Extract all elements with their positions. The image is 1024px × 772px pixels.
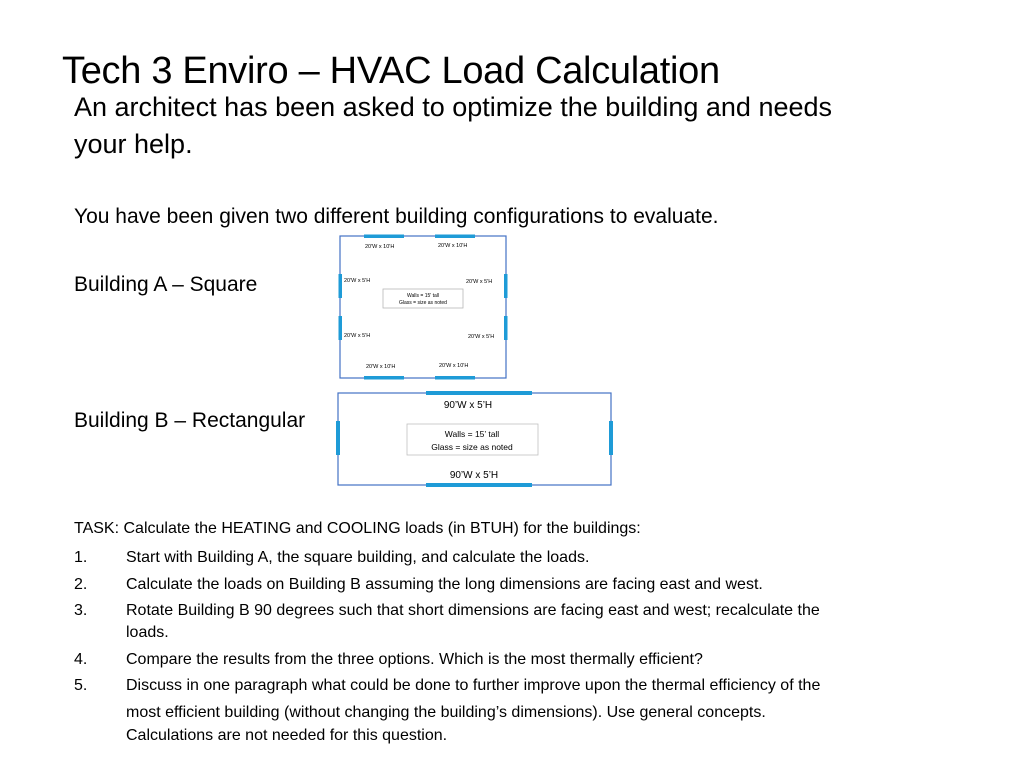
building-a-glass-top-left <box>364 235 404 239</box>
given-text: You have been given two different building configurations to evaluate. <box>74 205 719 228</box>
intro-line-1: An architect has been asked to optimize the building and needs <box>74 92 833 122</box>
building-a-glass-right-lower <box>504 316 508 340</box>
building-a-label-top-left: 20'W x 10'H <box>365 244 395 250</box>
building-b-diagram <box>334 389 616 489</box>
intro-line-2: your help. <box>74 129 193 159</box>
task-item-number: 2. <box>74 576 88 593</box>
task-item-number: 4. <box>74 651 88 668</box>
building-a-label-bottom-right: 20'W x 10'H <box>439 363 469 369</box>
building-a-glass-right-upper <box>504 274 508 298</box>
building-a-label-bottom-left: 20'W x 10'H <box>366 364 396 370</box>
building-a-glass-left-upper <box>339 274 343 298</box>
building-b-note-line-2: Glass = size as noted <box>431 442 513 452</box>
building-b-note-line-1: Walls = 15’ tall <box>444 429 500 439</box>
building-b-label-top: 90’W x 5’H <box>443 400 493 411</box>
building-a-glass-top-right <box>435 235 475 239</box>
task-intro: TASK: Calculate the HEATING and COOLING loads (in BTUH) for the buildings: <box>74 520 641 537</box>
task-item-text-continued: loads. <box>126 624 169 641</box>
page-title: Tech 3 Enviro – HVAC Load Calculation <box>62 50 720 92</box>
task-item-number: 1. <box>74 549 88 566</box>
building-a-label-left-lower: 20'W x 5'H <box>344 333 371 339</box>
building-a-note-line-1: Walls = 15' tall <box>406 293 440 299</box>
building-a-label: Building A – Square <box>74 273 258 296</box>
building-b-glass-right <box>609 421 613 455</box>
task-item-number: 5. <box>74 677 88 694</box>
building-a-label-top-right: 20'W x 10'H <box>438 243 468 249</box>
building-b-glass-bottom <box>426 483 532 487</box>
task-item-text: Start with Building A, the square building, and calculate the loads. <box>126 549 590 566</box>
task-item-text-continued: most efficient building (without changing the building’s dimensions). Use general concepts. <box>126 704 766 721</box>
task-item-number: 3. <box>74 602 88 619</box>
building-a-diagram <box>336 232 512 382</box>
building-b-glass-top <box>426 391 532 395</box>
building-a-note-line-2: Glass = size as noted <box>399 300 447 306</box>
task-item-text: Discuss in one paragraph what could be done to further improve upon the thermal efficiency of the <box>126 677 821 694</box>
building-a-label-left-upper: 20'W x 5'H <box>344 278 371 284</box>
task-item-text: Calculate the loads on Building B assuming the long dimensions are facing east and west. <box>126 576 763 593</box>
building-a-label-right-upper: 20'W x 5'H <box>466 279 493 285</box>
task-item-text: Compare the results from the three options. Which is the most thermally efficient? <box>126 651 703 668</box>
building-b-label-bottom: 90’W x 5’H <box>449 470 499 481</box>
building-b-glass-left <box>336 421 340 455</box>
building-a-label-right-lower: 20'W x 5'H <box>468 334 495 340</box>
building-a-glass-bottom-right <box>435 376 475 380</box>
building-a-glass-left-lower <box>339 316 343 340</box>
building-b-label: Building B – Rectangular <box>74 409 306 432</box>
task-item-text: Rotate Building B 90 degrees such that short dimensions are facing east and west; recalculate the <box>126 602 820 619</box>
task-item-text-continued: Calculations are not needed for this question. <box>126 727 448 744</box>
building-a-glass-bottom-left <box>364 376 404 380</box>
